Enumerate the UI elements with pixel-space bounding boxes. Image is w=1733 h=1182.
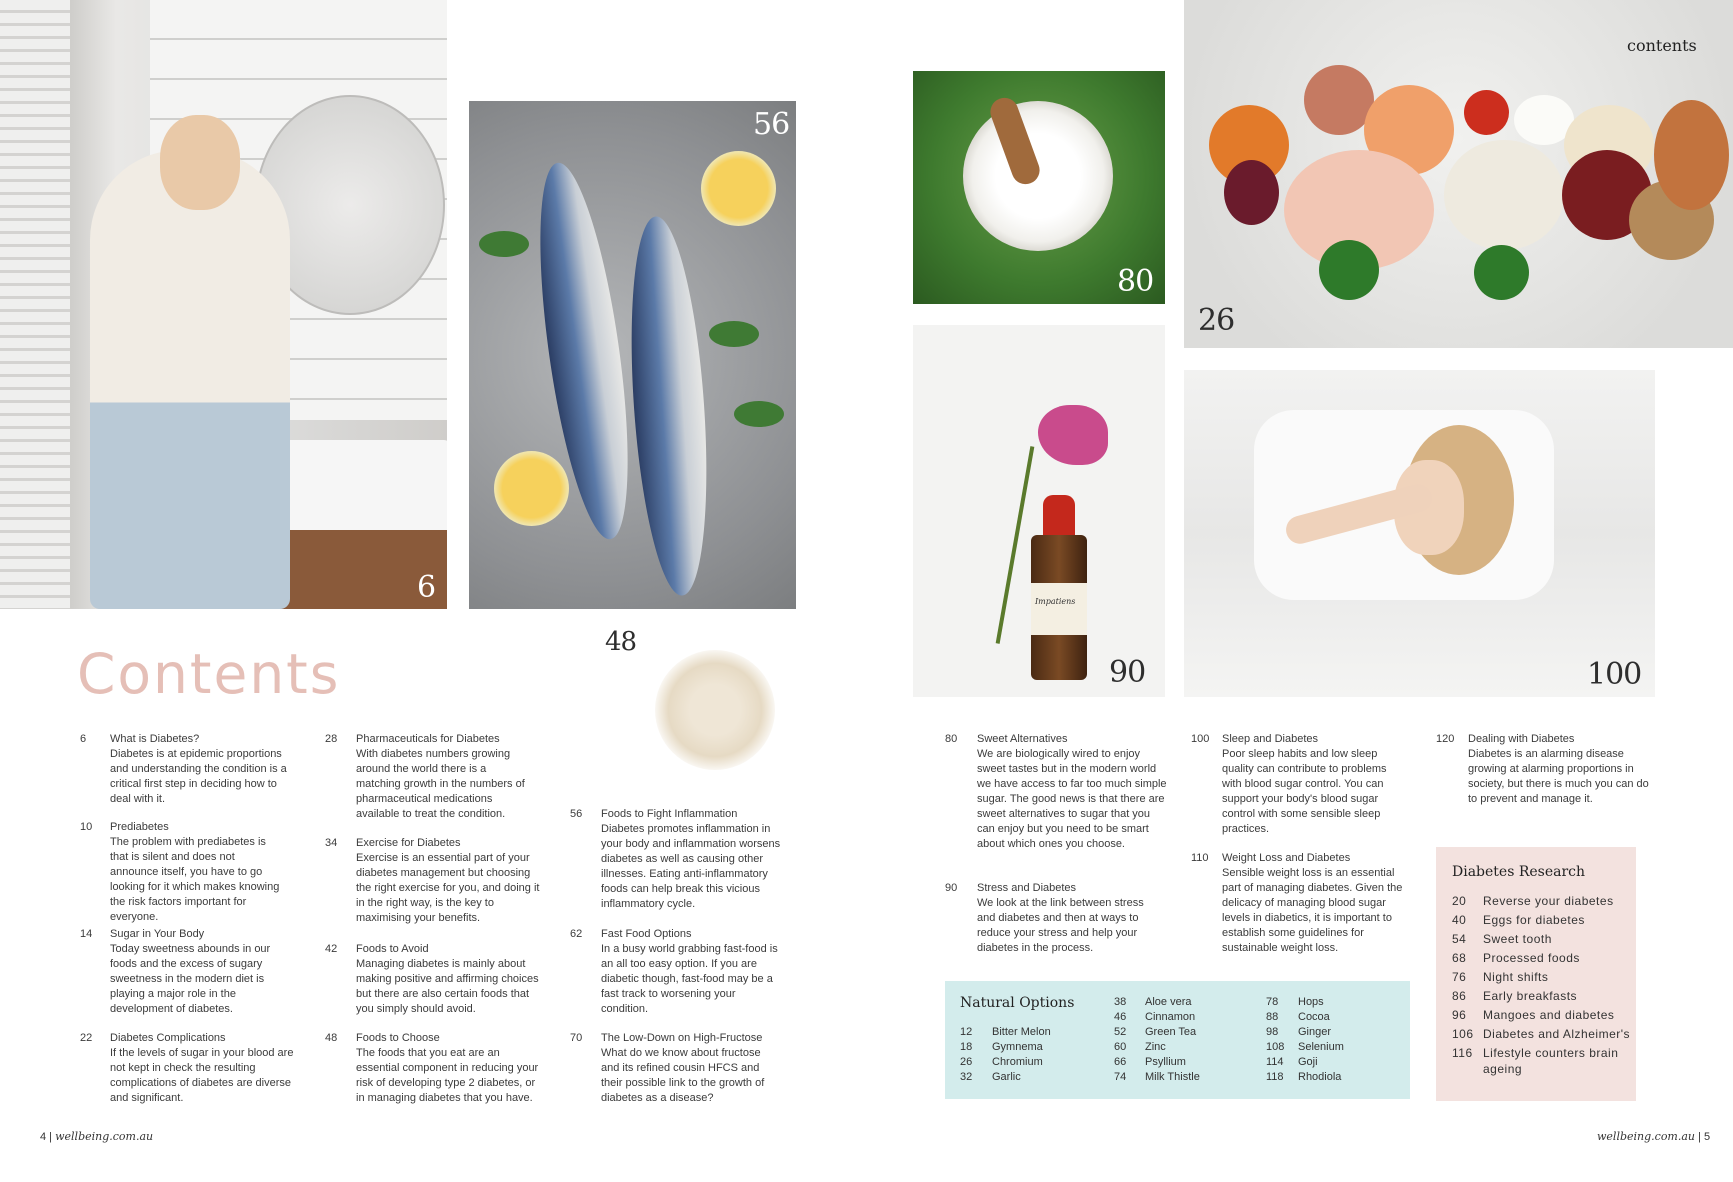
parsley-leaf bbox=[734, 401, 784, 427]
item-name: Diabetes and Alzheimer's bbox=[1483, 1027, 1631, 1041]
item-name: Sweet tooth bbox=[1483, 932, 1552, 946]
diabetes-research-box bbox=[1436, 847, 1636, 1101]
item-page-number: 60 bbox=[1114, 1041, 1127, 1053]
item-page-number: 12 bbox=[960, 1026, 973, 1038]
item-page-number: 18 bbox=[960, 1041, 973, 1053]
toc-page-number: 34 bbox=[325, 837, 338, 849]
item-page-number: 38 bbox=[1114, 996, 1127, 1008]
bottle-label bbox=[1031, 583, 1087, 635]
photo-page-number: 26 bbox=[1198, 303, 1235, 338]
item-name: Goji bbox=[1298, 1056, 1318, 1068]
item-name: Reverse your diabetes bbox=[1483, 894, 1614, 908]
item-page-number: 66 bbox=[1114, 1056, 1127, 1068]
photo-mackerel bbox=[469, 101, 796, 609]
toc-title: Foods to Avoid bbox=[356, 943, 429, 955]
item-name: Processed foods bbox=[1483, 951, 1580, 965]
item-name: Eggs for diabetes bbox=[1483, 913, 1585, 927]
fish bbox=[621, 214, 717, 598]
item-name: Hops bbox=[1298, 996, 1324, 1008]
toc-page-number: 28 bbox=[325, 733, 338, 745]
item-page-number: 76 bbox=[1452, 970, 1467, 984]
item-page-number: 40 bbox=[1452, 913, 1467, 927]
item-name: Gymnema bbox=[992, 1041, 1043, 1053]
toc-description: Exercise is an essential part of your diabetes management but choosing the right exercise for you, and doing it in the right way, is the key to maximising your benefits. bbox=[356, 852, 540, 924]
toc-page-number: 22 bbox=[80, 1032, 93, 1044]
photo-page-number: 48 bbox=[605, 627, 637, 657]
item-name: Cocoa bbox=[1298, 1011, 1330, 1023]
photo-food-spread bbox=[1184, 0, 1733, 348]
sweet-potato bbox=[1654, 100, 1729, 210]
item-name: Rhodiola bbox=[1298, 1071, 1342, 1083]
toc-page-number: 10 bbox=[80, 821, 93, 833]
item-page-number: 54 bbox=[1452, 932, 1467, 946]
item-page-number: 78 bbox=[1266, 996, 1279, 1008]
toc-page-number: 14 bbox=[80, 928, 93, 940]
item-page-number: 68 bbox=[1452, 951, 1467, 965]
item-page-number: 26 bbox=[960, 1056, 973, 1068]
flower bbox=[1038, 405, 1108, 465]
toc-description: With diabetes numbers growing around the world there is a matching growth in the numbers of pharmaceutical medications available to treat the condition. bbox=[356, 748, 525, 820]
item-name: Psyllium bbox=[1145, 1056, 1186, 1068]
toc-page-number: 62 bbox=[570, 928, 583, 940]
toc-title: Stress and Diabetes bbox=[977, 882, 1077, 894]
item-name: Mangoes and diabetes bbox=[1483, 1008, 1615, 1022]
item-name: Selenium bbox=[1298, 1041, 1344, 1053]
toc-page-number: 6 bbox=[80, 733, 87, 745]
item-name: Milk Thistle bbox=[1145, 1071, 1200, 1083]
beetroot bbox=[1224, 160, 1279, 225]
item-page-number: 118 bbox=[1266, 1071, 1284, 1083]
parsley-leaf bbox=[709, 321, 759, 347]
toc-title: Dealing with Diabetes bbox=[1468, 733, 1575, 745]
item-page-number: 106 bbox=[1452, 1027, 1474, 1041]
shutter bbox=[0, 0, 70, 609]
research-title: Diabetes Research bbox=[1452, 864, 1586, 880]
folio-right: wellbeing.com.au | 5 bbox=[1597, 1130, 1711, 1143]
bottle-cap bbox=[1043, 495, 1075, 540]
toc-description: Diabetes promotes inflammation in your body and inflammation worsens diabetes as well as causing other illnesses. Eating anti-inflammatory foods can help break this vicious inflammatory cycle. bbox=[601, 823, 781, 910]
toc-page-number: 100 bbox=[1191, 733, 1210, 745]
toc-description: Sensible weight loss is an essential part of managing diabetes. Given the delicacy of managing blood sugar levels in diabetics, it is important to establish some guidelines for sustainable weight loss. bbox=[1222, 867, 1403, 954]
toc-description: The problem with prediabetes is that is silent and does not announce itself, you have to go looking for it which makes knowing the risk factors important for everyone. bbox=[110, 836, 280, 923]
item-page-number: 52 bbox=[1114, 1026, 1127, 1038]
toc-page-number: 56 bbox=[570, 808, 583, 820]
lemon bbox=[494, 451, 569, 526]
photo-page-number: 6 bbox=[417, 570, 436, 605]
toc-description: We are biologically wired to enjoy sweet tastes but in the modern world we have access to far too much simple sugar. The good news is that there are sweet alternatives to sugar that you can enjoy but you need to be smart about which ones you choose. bbox=[977, 748, 1167, 850]
photo-page-number: 80 bbox=[1117, 264, 1154, 299]
item-name: Garlic bbox=[992, 1071, 1021, 1083]
item-page-number: 98 bbox=[1266, 1026, 1279, 1038]
natural-options-title: Natural Options bbox=[960, 995, 1075, 1011]
item-page-number: 46 bbox=[1114, 1011, 1127, 1023]
page-title: Contents bbox=[77, 642, 341, 706]
item-name: Bitter Melon bbox=[992, 1026, 1051, 1038]
item-name: Lifestyle counters brain ageing bbox=[1483, 1046, 1619, 1076]
parsley-leaf bbox=[479, 231, 529, 257]
tomato bbox=[1464, 90, 1509, 135]
broccoli bbox=[1474, 245, 1529, 300]
item-page-number: 108 bbox=[1266, 1041, 1285, 1053]
item-page-number: 88 bbox=[1266, 1011, 1279, 1023]
toc-title: Sleep and Diabetes bbox=[1222, 733, 1319, 745]
item-name: Chromium bbox=[992, 1056, 1043, 1068]
woman bbox=[90, 150, 290, 609]
toc-description: Today sweetness abounds in our foods and the excess of sugary sweetness in the modern diet is playing a major role in the development of diabetes. bbox=[110, 943, 271, 1015]
toc-description: Diabetes is at epidemic proportions and understanding the condition is a critical first step in deciding how to deal with it. bbox=[110, 748, 287, 805]
flower-stem bbox=[996, 446, 1035, 644]
eggs bbox=[1444, 140, 1564, 250]
toc-title: Foods to Fight Inflammation bbox=[601, 808, 738, 820]
lemon bbox=[701, 151, 776, 226]
toc-page-number: 48 bbox=[325, 1032, 338, 1044]
natural-options-box bbox=[945, 981, 1410, 1099]
toc-description: If the levels of sugar in your blood are not kept in check the resulting complications of diabetes are diverse and significant. bbox=[110, 1047, 294, 1104]
item-page-number: 114 bbox=[1266, 1056, 1284, 1068]
photo-flower-remedy bbox=[913, 325, 1165, 697]
toc-title: Exercise for Diabetes bbox=[356, 837, 461, 849]
toc-page-number: 120 bbox=[1436, 733, 1455, 745]
photo-page-number: 56 bbox=[753, 107, 790, 142]
toc-description: Managing diabetes is mainly about making positive and affirming choices but there are also certain foods that you simply should avoid. bbox=[356, 958, 539, 1015]
toc-title: Pharmaceuticals for Diabetes bbox=[356, 733, 500, 745]
woman-head bbox=[160, 115, 240, 210]
toc-description: Diabetes is an alarming disease growing at alarming proportions in society, but there is much you can do to prevent and manage it. bbox=[1468, 748, 1649, 805]
item-name: Ginger bbox=[1298, 1026, 1332, 1038]
photo-page-number: 100 bbox=[1587, 657, 1642, 692]
photo-woman-insulin bbox=[0, 0, 447, 609]
photo-page-number: 90 bbox=[1109, 655, 1146, 690]
item-page-number: 20 bbox=[1452, 894, 1467, 908]
item-page-number: 116 bbox=[1452, 1046, 1473, 1060]
rice-grains bbox=[655, 650, 775, 770]
item-page-number: 96 bbox=[1452, 1008, 1467, 1022]
toc-title: Sweet Alternatives bbox=[977, 733, 1068, 745]
item-page-number: 86 bbox=[1452, 989, 1467, 1003]
toc-description: In a busy world grabbing fast-food is an all too easy option. If you are diabetic though, fast-food may be a fast track to worsening your condition. bbox=[601, 943, 778, 1015]
item-name: Cinnamon bbox=[1145, 1011, 1196, 1023]
folio-left: 4 | wellbeing.com.au bbox=[40, 1130, 154, 1143]
toc-title: Sugar in Your Body bbox=[110, 928, 205, 940]
toc-description: We look at the link between stress and diabetes and then at ways to reduce your stress and help your diabetes in the process. bbox=[977, 897, 1144, 954]
section-label: contents bbox=[1627, 36, 1697, 55]
photo-sweetener bbox=[913, 71, 1165, 304]
toc-description: Poor sleep habits and low sleep quality can contribute to problems with blood sugar control. You can support your body's blood sugar control with some sensible sleep practices. bbox=[1222, 748, 1387, 835]
folio-page-number: 4 bbox=[40, 1131, 47, 1143]
folio-site[interactable]: wellbeing.com.au bbox=[1597, 1130, 1696, 1143]
item-page-number: 74 bbox=[1114, 1071, 1127, 1083]
toc-title: Weight Loss and Diabetes bbox=[1222, 852, 1351, 864]
item-name: Night shifts bbox=[1483, 970, 1549, 984]
toc-title: Prediabetes bbox=[110, 821, 169, 833]
toc-description: The foods that you eat are an essential component in reducing your risk of developing type 2 diabetes, or in managing diabetes that you have. bbox=[356, 1047, 539, 1104]
toc-page-number: 110 bbox=[1191, 852, 1209, 864]
toc-description: What do we know about fructose and its refined cousin HFCS and their possible link to the growth of diabetes as a disease? bbox=[601, 1047, 765, 1104]
broccoli bbox=[1319, 240, 1379, 300]
photo-sleeping-woman bbox=[1184, 370, 1655, 697]
item-name: Green Tea bbox=[1145, 1026, 1197, 1038]
toc-page-number: 80 bbox=[945, 733, 958, 745]
item-name: Early breakfasts bbox=[1483, 989, 1578, 1003]
photo-rice bbox=[570, 615, 796, 810]
toc-title: What is Diabetes? bbox=[110, 733, 200, 745]
toc-title: Foods to Choose bbox=[356, 1032, 440, 1044]
toc-title: Diabetes Complications bbox=[110, 1032, 226, 1044]
toc-title: The Low-Down on High-Fructose bbox=[601, 1032, 763, 1044]
item-name: Aloe vera bbox=[1145, 996, 1192, 1008]
folio-site[interactable]: wellbeing.com.au bbox=[55, 1130, 154, 1143]
toc-page-number: 70 bbox=[570, 1032, 583, 1044]
toc-page-number: 42 bbox=[325, 943, 338, 955]
toc-title: Fast Food Options bbox=[601, 928, 692, 940]
folio-page-number: 5 bbox=[1704, 1131, 1711, 1143]
item-name: Zinc bbox=[1145, 1041, 1166, 1053]
item-page-number: 32 bbox=[960, 1071, 973, 1083]
toc-page-number: 90 bbox=[945, 882, 958, 894]
bottle-label-text: Impatiens bbox=[1035, 597, 1076, 606]
